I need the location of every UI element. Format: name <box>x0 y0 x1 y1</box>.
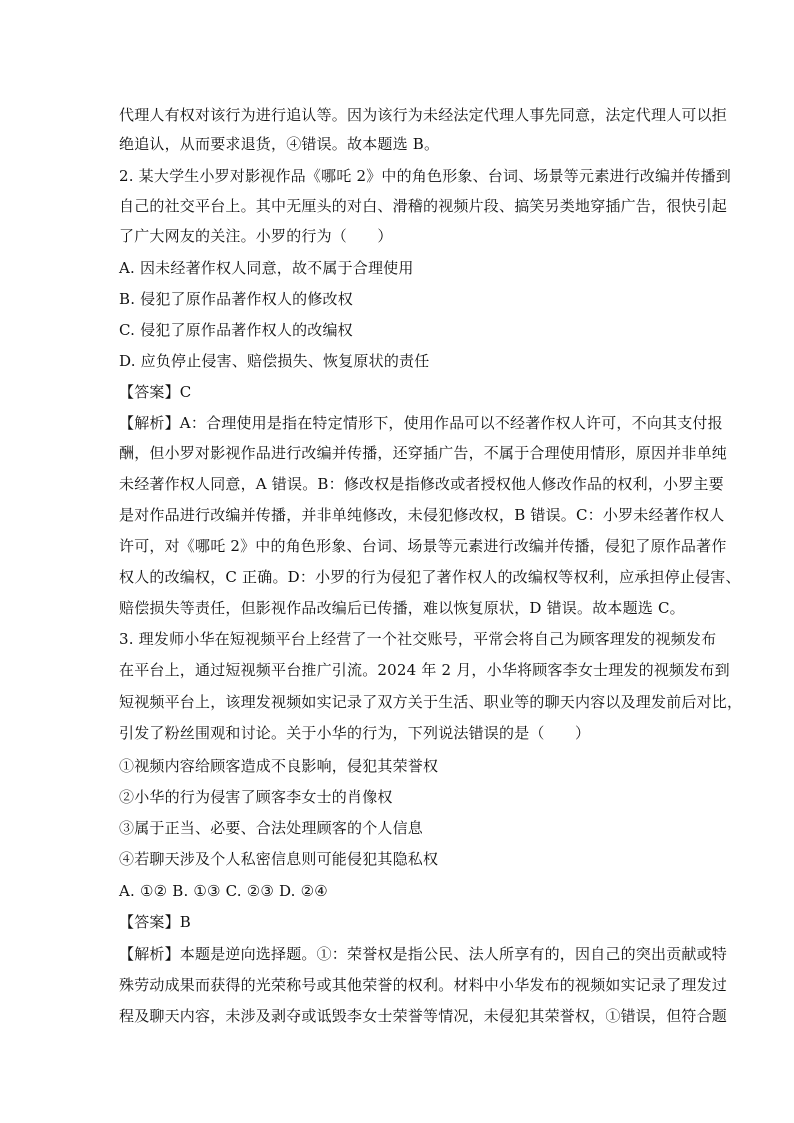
analysis-line: 殊劳动成果而获得的光荣称号或其他荣誉的权利。材料中小华发布的视频如实记录了理发过 <box>119 976 728 994</box>
text-line: 自己的社交平台上。其中无厘头的对白、滑稽的视频片段、搞笑另类地穿插广告，很快引起 <box>119 197 728 215</box>
text-line: 绝追认，从而要求退货，④错误。故本题选 B。 <box>119 135 440 153</box>
text-line: 引发了粉丝围观和讨论。关于小华的行为，下列说法错误的是（ ） <box>119 724 591 742</box>
analysis-line: 酬，但小罗对影视作品进行改编并传播，还穿插广告，不属于合理使用情形，原因并非单纯 <box>119 444 728 462</box>
analysis-line: 许可，对《哪吒 2》中的角色形象、台词、场景等元素进行改编并传播，侵犯了原作品著作 <box>119 537 727 555</box>
statement-4: ④若聊天涉及个人私密信息则可能侵犯其隐私权 <box>119 850 439 868</box>
text-line: 了广大网友的关注。小罗的行为（ ） <box>119 227 393 245</box>
analysis-line: 【解析】A：合理使用是指在特定情形下，使用作品可以不经著作权人许可，不向其支付报 <box>119 414 723 432</box>
option-d: D. 应负停止侵害、赔偿损失、恢复原状的责任 <box>119 352 430 370</box>
analysis-line: 【解析】本题是逆向选择题。①：荣誉权是指公民、法人所享有的，因自己的突出贡献或特 <box>119 945 728 963</box>
answer-label: 【答案】B <box>119 913 192 931</box>
statement-1: ①视频内容给顾客造成不良影响，侵犯其荣誉权 <box>119 757 439 775</box>
statement-2: ②小华的行为侵害了顾客李女士的肖像权 <box>119 788 393 806</box>
analysis-line: 程及聊天内容，未涉及剥夺或诋毁李女士荣誉等情况，未侵犯其荣誉权，①错误，但符合题 <box>119 1007 728 1025</box>
analysis-line: 赔偿损失等责任，但影视作品改编后已传播，难以恢复原状，D 错误。故本题选 C。 <box>119 599 685 617</box>
option-line: A. ①② B. ①③ C. ②③ D. ②④ <box>119 882 328 900</box>
analysis-line: 是对作品进行改编并传播，并非单纯修改，未侵犯修改权，B 错误。C：小罗未经著作权人 <box>119 506 725 524</box>
option-b: B. 侵犯了原作品著作权人的修改权 <box>119 290 353 308</box>
option-a: A. 因未经著作权人同意，故不属于合理使用 <box>119 259 414 277</box>
statement-3: ③属于正当、必要、合法处理顾客的个人信息 <box>119 819 424 837</box>
text-line: 在平台上，通过短视频平台推广引流。2024 年 2 月，小华将顾客李女士理发的视频发布到 <box>119 661 730 679</box>
text-line: 短视频平台上，该理发视频如实记录了双方关于生活、职业等的聊天内容以及理发前后对比， <box>119 693 743 711</box>
question-2-stem: 2. 某大学生小罗对影视作品《哪吒 2》中的角色形象、台词、场景等元素进行改编并传播到 <box>119 167 731 185</box>
text-line: 代理人有权对该行为进行追认等。因为该行为未经法定代理人事先同意，法定代理人可以拒 <box>119 106 728 124</box>
analysis-line: 未经著作权人同意，A 错误。B：修改权是指修改或者授权他人修改作品的权利，小罗主要 <box>119 475 724 493</box>
option-c: C. 侵犯了原作品著作权人的改编权 <box>119 321 353 339</box>
analysis-line: 权人的改编权，C 正确。D：小罗的行为侵犯了著作权人的改编权等权利，应承担停止侵害、 <box>119 568 741 586</box>
question-3-stem: 3. 理发师小华在短视频平台上经营了一个社交账号，平常会将自己为顾客理发的视频发布 <box>119 630 717 648</box>
answer-label: 【答案】C <box>119 383 192 401</box>
